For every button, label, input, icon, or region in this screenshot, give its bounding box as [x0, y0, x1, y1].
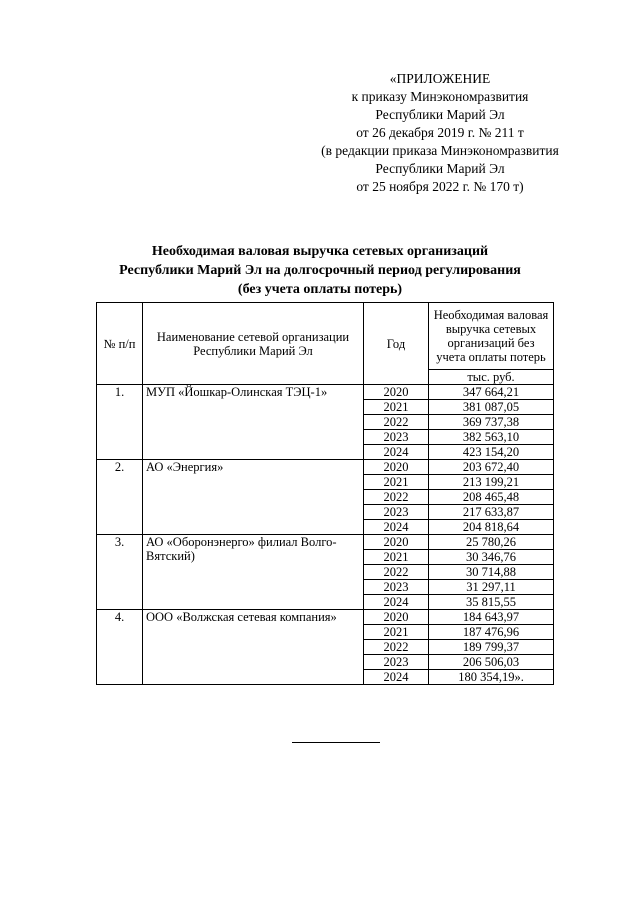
revenue-table	[96, 302, 554, 685]
value-cell: 208 465,48	[429, 490, 554, 505]
value-cell: 184 643,97	[429, 610, 554, 625]
year-cell: 2021	[364, 625, 429, 640]
year-cell: 2024	[364, 670, 429, 685]
value-cell: 187 476,96	[429, 625, 554, 640]
appendix-line: «ПРИЛОЖЕНИЕ	[389, 71, 491, 86]
value-cell: 347 664,21	[429, 385, 554, 400]
appendix-line: от 26 декабря 2019 г. № 211 т	[356, 125, 524, 140]
value-cell: 206 506,03	[429, 655, 554, 670]
org-name: АО «Энергия»	[143, 460, 364, 535]
year-cell: 2024	[364, 445, 429, 460]
org-name: ООО «Волжская сетевая компания»	[143, 610, 364, 685]
value-cell: 25 780,26	[429, 535, 554, 550]
value-cell: 217 633,87	[429, 505, 554, 520]
header-year: Год	[364, 303, 429, 385]
title-line: Республики Марий Эл на долгосрочный период регулирования	[119, 263, 521, 278]
appendix-line: от 25 ноября 2022 г. № 170 т)	[356, 179, 524, 194]
header-unit: тыс. руб.	[429, 370, 554, 385]
year-cell: 2024	[364, 520, 429, 535]
table-body	[97, 385, 554, 685]
year-cell: 2020	[364, 385, 429, 400]
header-value: Необходимая валовая выручка сетевых организаций без учета оплаты потерь	[429, 303, 554, 370]
org-name: АО «Оборонэнерго» филиал Волго-Вятский)	[143, 535, 364, 610]
value-cell: 204 818,64	[429, 520, 554, 535]
org-number: 2.	[97, 460, 143, 535]
value-cell: 382 563,10	[429, 430, 554, 445]
table-row	[97, 460, 554, 475]
year-cell: 2023	[364, 430, 429, 445]
header-num: № п/п	[97, 303, 143, 385]
value-cell: 369 737,38	[429, 415, 554, 430]
year-cell: 2022	[364, 490, 429, 505]
value-cell: 189 799,37	[429, 640, 554, 655]
title-line: Необходимая валовая выручка сетевых организаций	[151, 244, 489, 259]
value-cell: 381 087,05	[429, 400, 554, 415]
year-cell: 2021	[364, 475, 429, 490]
table-row	[97, 610, 554, 625]
year-cell: 2022	[364, 565, 429, 580]
org-number: 1.	[97, 385, 143, 460]
header-name: Наименование сетевой организации Республики Марий Эл	[143, 303, 364, 385]
value-cell: 203 672,40	[429, 460, 554, 475]
appendix-line: Республики Марий Эл	[375, 161, 505, 176]
table-row	[97, 535, 554, 550]
year-cell: 2023	[364, 655, 429, 670]
year-cell: 2020	[364, 610, 429, 625]
signature-line	[292, 742, 380, 743]
value-cell: 30 346,76	[429, 550, 554, 565]
appendix-header	[300, 70, 580, 196]
year-cell: 2023	[364, 505, 429, 520]
org-number: 3.	[97, 535, 143, 610]
value-cell: 423 154,20	[429, 445, 554, 460]
year-cell: 2022	[364, 640, 429, 655]
value-cell: 213 199,21	[429, 475, 554, 490]
document-title	[60, 242, 580, 299]
table-row	[97, 385, 554, 400]
year-cell: 2021	[364, 550, 429, 565]
value-cell: 35 815,55	[429, 595, 554, 610]
value-cell: 30 714,88	[429, 565, 554, 580]
org-name: МУП «Йошкар-Олинская ТЭЦ-1»	[143, 385, 364, 460]
value-cell: 180 354,19».	[429, 670, 554, 685]
year-cell: 2021	[364, 400, 429, 415]
title-line: (без учета оплаты потерь)	[237, 282, 403, 297]
year-cell: 2024	[364, 595, 429, 610]
appendix-line: Республики Марий Эл	[375, 107, 505, 122]
org-number: 4.	[97, 610, 143, 685]
appendix-line: к приказу Минэкономразвития	[351, 89, 529, 104]
year-cell: 2020	[364, 535, 429, 550]
appendix-line: (в редакции приказа Минэкономразвития	[321, 143, 559, 158]
year-cell: 2023	[364, 580, 429, 595]
year-cell: 2020	[364, 460, 429, 475]
year-cell: 2022	[364, 415, 429, 430]
value-cell: 31 297,11	[429, 580, 554, 595]
